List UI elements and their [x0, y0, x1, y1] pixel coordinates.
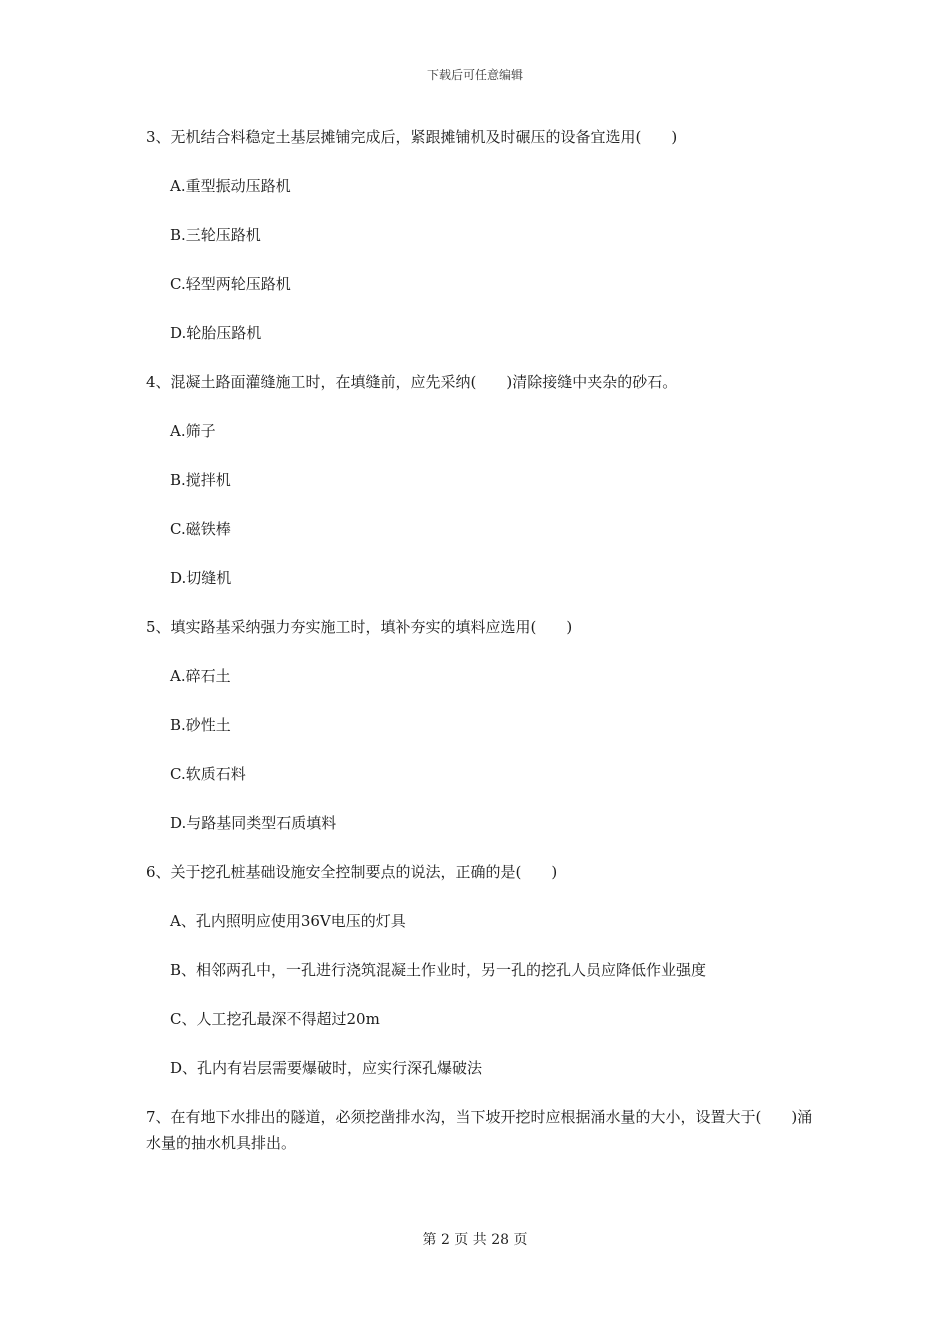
question-stem: 3、无机结合料稳定土基层摊铺完成后，紧跟摊铺机及时碾压的设备宜选用( ) [146, 128, 678, 146]
option-a: A、孔内照明应使用36V电压的灯具 [170, 912, 406, 930]
option-c: C.磁铁棒 [170, 520, 231, 538]
option-c: C.软质石料 [170, 765, 246, 783]
option-d: D、孔内有岩层需要爆破时，应实行深孔爆破法 [170, 1059, 483, 1077]
question-7 [146, 1104, 816, 1156]
option-c: C、人工挖孔最深不得超过20m [170, 1010, 380, 1028]
option-d: D.轮胎压路机 [170, 324, 262, 342]
question-4 [146, 369, 816, 591]
question-stem: 4、混凝土路面灌缝施工时，在填缝前，应先采纳( )清除接缝中夹杂的砂石。 [146, 373, 678, 391]
option-b: B、相邻两孔中，一孔进行浇筑混凝土作业时，另一孔的挖孔人员应降低作业强度 [170, 961, 707, 979]
page-footer: 第 2 页 共 28 页 [422, 1232, 528, 1248]
option-d: D.切缝机 [170, 569, 232, 587]
option-a: A.碎石土 [170, 667, 231, 685]
document-body [146, 124, 816, 1179]
question-stem: 7、在有地下水排出的隧道，必须挖凿排水沟，当下坡开挖时应根据涌水量的大小，设置大于( )涌水量的抽水机具排出。 [146, 1108, 813, 1152]
option-a: A.重型振动压路机 [170, 177, 291, 195]
option-a: A.筛子 [170, 422, 216, 440]
question-stem: 5、填实路基采纳强力夯实施工时，填补夯实的填料应选用( ) [146, 618, 573, 636]
question-5 [146, 614, 816, 836]
question-stem: 6、关于挖孔桩基础设施安全控制要点的说法，正确的是( ) [146, 863, 558, 881]
option-b: B.三轮压路机 [170, 226, 261, 244]
option-b: B.搅拌机 [170, 471, 231, 489]
page-header: 下载后可任意编辑 [426, 68, 523, 82]
question-3 [146, 124, 816, 346]
option-b: B.砂性土 [170, 716, 231, 734]
option-c: C.轻型两轮压路机 [170, 275, 291, 293]
question-6 [146, 859, 816, 1081]
option-d: D.与路基同类型石质填料 [170, 814, 337, 832]
